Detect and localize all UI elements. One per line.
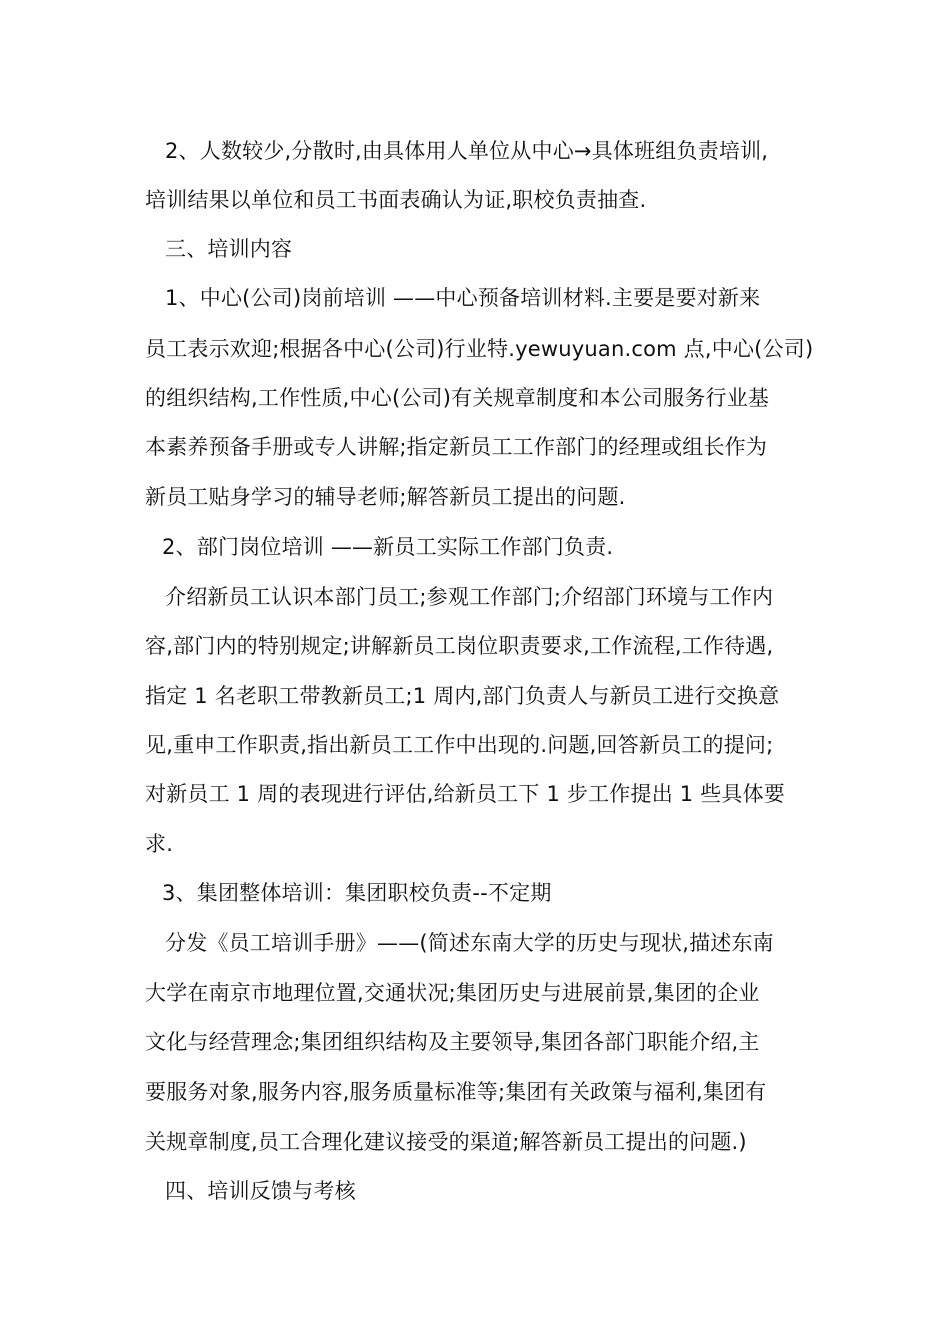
paragraph-line: 文化与经营理念;集团组织结构及主要领导,集团各部门职能介绍,主 <box>145 1030 760 1054</box>
section-heading: 四、培训反馈与考核 <box>165 1179 356 1203</box>
paragraph-line: 的组织结构,工作性质,中心(公司)有关规章制度和本公司服务行业基 <box>145 386 770 410</box>
paragraph-line: 3、集团整体培训：集团职校负责--不定期 <box>162 881 552 905</box>
paragraph-line: 2、人数较少,分散时,由具体用人单位从中心→具体班组负责培训, <box>165 139 769 163</box>
paragraph-line: 本素养预备手册或专人讲解;指定新员工工作部门的经理或组长作为 <box>145 435 768 459</box>
paragraph-line: 求. <box>145 832 174 856</box>
paragraph-line: 指定 1 名老职工带教新员工;1 周内,部门负责人与新员工进行交换意 <box>145 684 780 708</box>
paragraph-line: 新员工贴身学习的辅导老师;解答新员工提出的问题. <box>145 485 626 509</box>
section-heading: 三、培训内容 <box>165 237 293 261</box>
paragraph-line: 大学在南京市地理位置,交通状况;集团历史与进展前景,集团的企业 <box>145 981 760 1005</box>
paragraph-line: 2、部门岗位培训 ——新员工实际工作部门负责. <box>162 535 614 559</box>
paragraph-line: 培训结果以单位和员工书面表确认为证,职校负责抽查. <box>145 188 647 212</box>
paragraph-line: 员工表示欢迎;根据各中心(公司)行业特.yewuyuan.com 点,中心(公司) <box>145 337 814 361</box>
paragraph-line: 对新员工 1 周的表现进行评估,给新员工下 1 步工作提出 1 些具体要 <box>145 782 786 806</box>
paragraph-line: 要服务对象,服务内容,服务质量标准等;集团有关政策与福利,集团有 <box>145 1080 767 1104</box>
paragraph-line: 1、中心(公司)岗前培训 ——中心预备培训材料.主要是要对新来 <box>165 286 761 310</box>
paragraph-line: 介绍新员工认识本部门员工;参观工作部门;介绍部门环境与工作内 <box>165 585 774 609</box>
paragraph-line: 见,重申工作职责,指出新员工工作中出现的.问题,回答新员工的提问; <box>145 733 774 757</box>
paragraph-line: 分发《员工培训手册》——(简述东南大学的历史与现状,描述东南 <box>165 931 774 955</box>
paragraph-line: 容,部门内的特别规定;讲解新员工岗位职责要求,工作流程,工作待遇, <box>145 634 774 658</box>
paragraph-line: 关规章制度,员工合理化建议接受的渠道;解答新员工提出的问题.) <box>145 1130 747 1154</box>
